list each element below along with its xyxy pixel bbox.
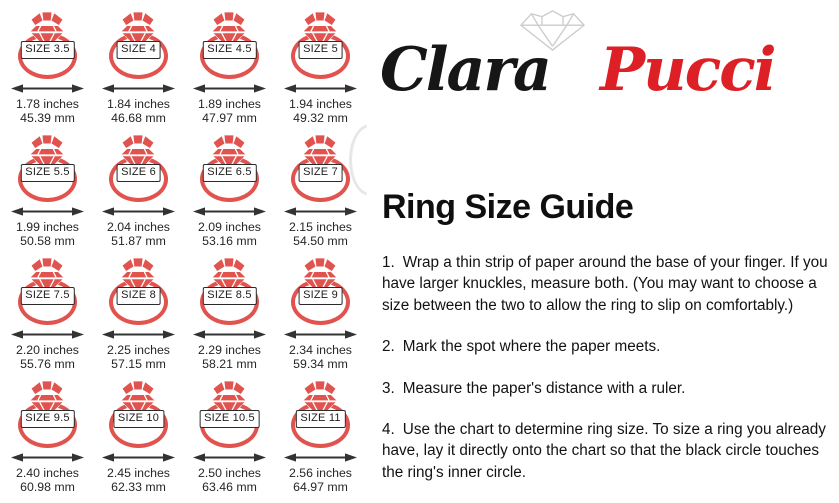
- diameter-measurements: [184, 98, 275, 126]
- ring-size-cell: [93, 129, 184, 252]
- guide-steps: [382, 252, 835, 503]
- diameter-inches: 2.15 inches: [289, 220, 352, 234]
- diameter-mm: 59.34 mm: [293, 356, 348, 371]
- ring-size-cell: [275, 6, 366, 129]
- diameter-mm: 49.32 mm: [293, 110, 348, 125]
- diameter-measurements: [184, 344, 275, 372]
- diameter-measurements: [184, 467, 275, 495]
- ring-size-label: SIZE 10: [113, 410, 164, 428]
- ring-size-label: SIZE 9.5: [20, 410, 74, 428]
- ring-size-cell: [275, 375, 366, 498]
- ring-size-cell: [184, 375, 275, 498]
- ring-size-cell: [93, 252, 184, 375]
- diameter-mm: 45.39 mm: [20, 110, 75, 125]
- ring-size-cell: [184, 252, 275, 375]
- ring-size-cell: [184, 129, 275, 252]
- guide-step: [382, 378, 835, 399]
- ring-size-label: SIZE 6: [116, 164, 161, 182]
- diameter-mm: 57.15 mm: [111, 356, 166, 371]
- diameter-arrow-icon: [193, 452, 266, 463]
- guide-step: [382, 336, 835, 357]
- ring-size-cell: [2, 375, 93, 498]
- diameter-inches: 2.25 inches: [107, 343, 170, 357]
- diameter-measurements: [2, 344, 93, 372]
- step-text: Measure the paper's distance with a ruler.: [402, 379, 686, 397]
- ring-size-cell: [275, 252, 366, 375]
- diameter-mm: 54.50 mm: [293, 233, 348, 248]
- ring-size-label: SIZE 7.5: [20, 287, 74, 305]
- diameter-arrow-icon: [11, 452, 84, 463]
- diameter-arrow-icon: [284, 83, 357, 94]
- diameter-measurements: [2, 467, 93, 495]
- step-number: 1.: [382, 254, 395, 271]
- diameter-arrow-icon: [102, 206, 175, 217]
- brand-name-pucci: Pucci: [600, 35, 775, 105]
- diameter-inches: 1.89 inches: [198, 97, 261, 111]
- diameter-inches: 1.94 inches: [289, 97, 352, 111]
- diameter-inches: 2.56 inches: [289, 466, 352, 480]
- diameter-arrow-icon: [193, 83, 266, 94]
- ring-size-cell: [2, 129, 93, 252]
- diameter-measurements: [93, 221, 184, 249]
- ring-size-grid: [2, 6, 368, 498]
- diameter-inches: 2.20 inches: [16, 343, 79, 357]
- ring-size-label: SIZE 7: [298, 164, 343, 182]
- diameter-arrow-icon: [193, 329, 266, 340]
- diameter-inches: 2.45 inches: [107, 466, 170, 480]
- brand-name-clara: Clara: [380, 35, 550, 105]
- diameter-arrow-icon: [11, 329, 84, 340]
- diameter-measurements: [275, 344, 366, 372]
- ring-size-label: SIZE 5: [298, 41, 343, 59]
- guide-panel: [378, 0, 839, 501]
- diameter-mm: 46.68 mm: [111, 110, 166, 125]
- step-number: 3.: [382, 379, 395, 397]
- diameter-inches: 2.34 inches: [289, 343, 352, 357]
- ring-size-cell: [93, 375, 184, 498]
- diameter-mm: 51.87 mm: [111, 233, 166, 248]
- diameter-arrow-icon: [284, 452, 357, 463]
- diameter-measurements: [93, 344, 184, 372]
- diameter-measurements: [93, 98, 184, 126]
- diameter-inches: 1.78 inches: [16, 97, 79, 111]
- ring-size-cell: [2, 252, 93, 375]
- diameter-arrow-icon: [102, 329, 175, 340]
- ring-size-label: SIZE 5.5: [20, 164, 74, 182]
- diameter-arrow-icon: [11, 206, 84, 217]
- guide-step: [382, 419, 835, 483]
- step-text: Use the chart to determine ring size. To size a ring you already have, lay it directly onto the chart so that the black circle touches the ring's inner circle.: [382, 421, 826, 481]
- diameter-arrow-icon: [284, 206, 357, 217]
- ring-size-cell: [184, 6, 275, 129]
- diameter-mm: 47.97 mm: [202, 110, 257, 125]
- diameter-measurements: [275, 221, 366, 249]
- diameter-measurements: [275, 98, 366, 126]
- brand-logo: [380, 10, 780, 110]
- diameter-arrow-icon: [102, 452, 175, 463]
- diameter-mm: 60.98 mm: [20, 479, 75, 494]
- diameter-mm: 63.46 mm: [202, 479, 257, 494]
- ring-size-label: SIZE 8: [116, 287, 161, 305]
- diameter-inches: 1.84 inches: [107, 97, 170, 111]
- step-text: Mark the spot where the paper meets.: [402, 338, 661, 356]
- diameter-mm: 62.33 mm: [111, 479, 166, 494]
- diameter-inches: 2.50 inches: [198, 466, 261, 480]
- ring-size-label: SIZE 9: [298, 287, 343, 305]
- diameter-inches: 2.40 inches: [16, 466, 79, 480]
- diameter-inches: 2.29 inches: [198, 343, 261, 357]
- diameter-inches: 2.09 inches: [198, 220, 261, 234]
- step-number: 2.: [382, 338, 395, 356]
- ring-size-cell: [93, 6, 184, 129]
- diameter-inches: 2.04 inches: [107, 220, 170, 234]
- diameter-arrow-icon: [102, 83, 175, 94]
- ring-size-label: SIZE 4: [116, 41, 161, 59]
- ring-size-label: SIZE 11: [295, 410, 345, 428]
- guide-step: [382, 252, 835, 316]
- ring-size-label: SIZE 10.5: [199, 410, 260, 428]
- diameter-measurements: [275, 467, 366, 495]
- step-number: 4.: [382, 421, 395, 439]
- step-text: Wrap a thin strip of paper around the base of your finger. If you have larger knuckles, measure both. (You may want to choose a size between the two to allow the ring to slip on comfortably.): [382, 254, 828, 314]
- diameter-inches: 1.99 inches: [16, 220, 79, 234]
- diameter-arrow-icon: [193, 206, 266, 217]
- ring-size-label: SIZE 3.5: [20, 41, 74, 59]
- diameter-mm: 50.58 mm: [20, 233, 75, 248]
- guide-title: Ring Size Guide: [382, 188, 634, 226]
- ring-size-label: SIZE 6.5: [202, 164, 256, 182]
- diameter-measurements: [2, 221, 93, 249]
- diameter-arrow-icon: [284, 329, 357, 340]
- diameter-mm: 64.97 mm: [293, 479, 348, 494]
- diameter-measurements: [184, 221, 275, 249]
- ring-size-cell: [2, 6, 93, 129]
- ring-size-label: SIZE 4.5: [202, 41, 256, 59]
- diameter-mm: 53.16 mm: [202, 233, 257, 248]
- ring-size-label: SIZE 8.5: [202, 287, 256, 305]
- diameter-mm: 55.76 mm: [20, 356, 75, 371]
- diameter-mm: 58.21 mm: [202, 356, 257, 371]
- diameter-measurements: [2, 98, 93, 126]
- diameter-measurements: [93, 467, 184, 495]
- diameter-arrow-icon: [11, 83, 84, 94]
